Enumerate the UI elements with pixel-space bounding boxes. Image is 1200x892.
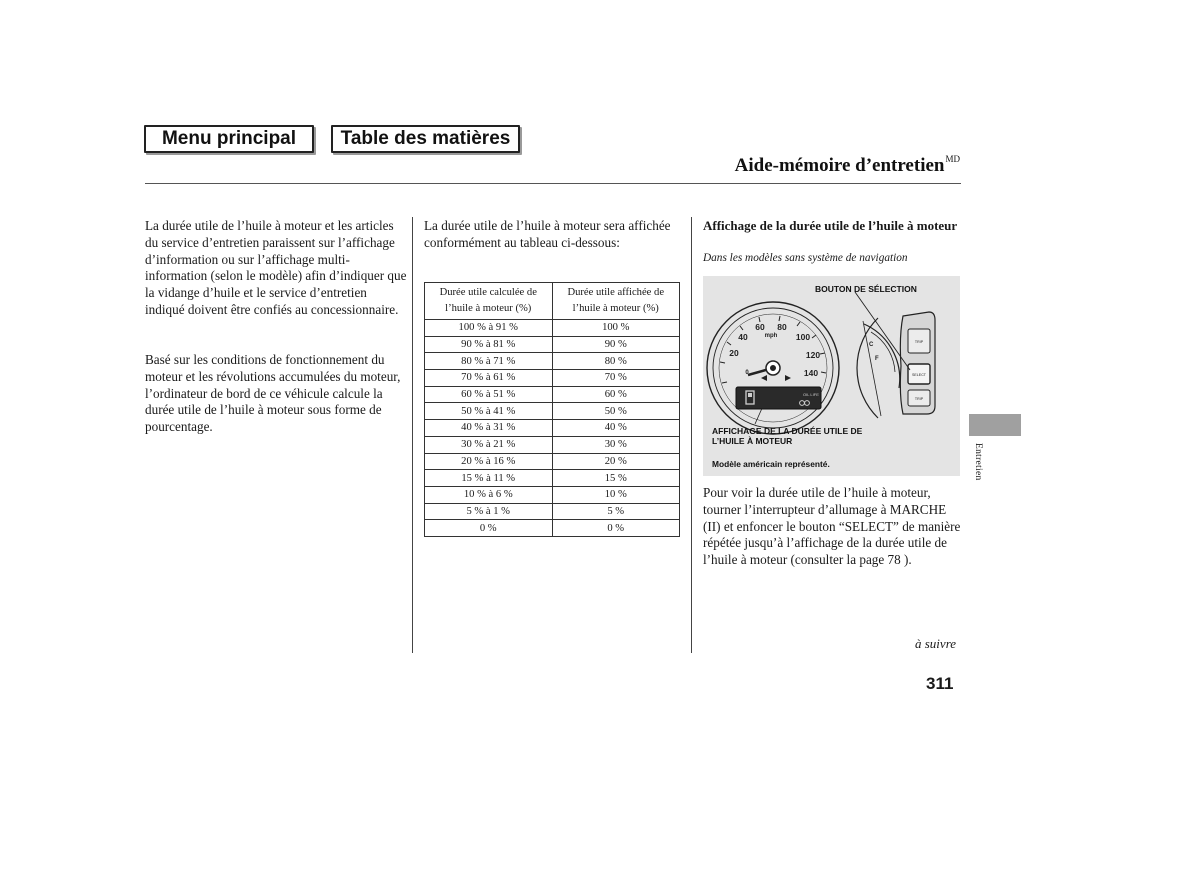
- select-button-callout: BOUTON DE SÉLECTION: [815, 284, 917, 294]
- table-row: [425, 470, 680, 487]
- continued-label: à suivre: [915, 636, 957, 651]
- table-row: [425, 353, 680, 370]
- page-number: 311: [926, 674, 954, 693]
- instructions-paragraph: Pour voir la durée utile de l’huile à moteur, tourner l’interrupteur d’allumage à MARCHE (II) et enfoncer le bouton “SELECT” de manière répétée jusqu’à l’affichage de la durée utile de l’huile à moteur (consulter la page 78 ).: [703, 485, 961, 568]
- column-divider-2: [691, 217, 692, 653]
- table-row: [425, 320, 680, 337]
- calculated-range-cell: 100 % à 91 %: [425, 320, 553, 337]
- table-row: [425, 520, 680, 537]
- calculated-range-cell: 5 % à 1 %: [425, 503, 553, 520]
- displayed-value-cell: 70 %: [552, 370, 680, 387]
- instrument-panel-illustration: [703, 276, 960, 476]
- table-row: [425, 336, 680, 353]
- column-header-displayed: Durée utile affichée de l’huile à moteur (%): [552, 283, 680, 320]
- displayed-value-cell: 10 %: [552, 486, 680, 503]
- section-heading: Affichage de la durée utile de l’huile à moteur: [703, 218, 958, 233]
- main-menu-button[interactable]: Menu principal: [144, 125, 314, 153]
- trip-button-label: TRIP: [914, 340, 924, 344]
- calculated-range-cell: 15 % à 11 %: [425, 470, 553, 487]
- table-row: [425, 403, 680, 420]
- section-tab[interactable]: [969, 414, 1021, 436]
- displayed-value-cell: 50 %: [552, 403, 680, 420]
- speedo-tick-label: 140: [803, 368, 819, 378]
- calculated-range-cell: 60 % à 51 %: [425, 386, 553, 403]
- speedo-tick-label: 40: [738, 332, 748, 342]
- calculated-range-cell: 70 % à 61 %: [425, 370, 553, 387]
- header-divider: [145, 183, 961, 184]
- column-divider-1: [412, 217, 413, 653]
- instrument-panel-figure: [703, 276, 960, 476]
- table-row: [425, 370, 680, 387]
- table-intro-paragraph: La durée utile de l’huile à moteur sera affichée conformément au tableau ci-dessous:: [424, 218, 671, 250]
- select-button-label: SELECT: [912, 373, 926, 377]
- table-row: [425, 503, 680, 520]
- displayed-value-cell: 0 %: [552, 520, 680, 537]
- calculated-range-cell: 90 % à 81 %: [425, 336, 553, 353]
- table-header-row: [425, 283, 680, 320]
- speedo-unit-label: mph: [764, 333, 778, 339]
- displayed-value-cell: 100 %: [552, 320, 680, 337]
- displayed-value-cell: 80 %: [552, 353, 680, 370]
- page-title: [735, 154, 960, 177]
- speedo-tick-label: 60: [755, 322, 765, 332]
- calculated-range-cell: 40 % à 31 %: [425, 420, 553, 437]
- page-title-text: Aide-mémoire d’entretien: [734, 155, 945, 176]
- intro-paragraph: La durée utile de l’huile à moteur et les articles du service d’entretien paraissent sur l’affichage d’information ou sur l’affichage multi-information (selon le modèle) afin d’indiquer que la vidange d’huile et le service d’entretien indiqué doivent être confiés au concessionnaire.: [145, 218, 407, 317]
- table-of-contents-button[interactable]: Table des matières: [331, 125, 520, 153]
- calculated-range-cell: 50 % à 41 %: [425, 403, 553, 420]
- calculated-range-cell: 80 % à 71 %: [425, 353, 553, 370]
- calculated-range-cell: 0 %: [425, 520, 553, 537]
- trip-reset-button-label: TRIP: [914, 397, 924, 401]
- fuel-full-label: F: [875, 356, 879, 362]
- section-tab-label: Entretien: [973, 443, 983, 481]
- speedo-tick-label: 80: [777, 322, 787, 332]
- table-row: [425, 420, 680, 437]
- table-body: [425, 320, 680, 537]
- displayed-value-cell: 90 %: [552, 336, 680, 353]
- calculated-range-cell: 30 % à 21 %: [425, 436, 553, 453]
- calculated-range-cell: 10 % à 6 %: [425, 486, 553, 503]
- column-header-calculated: Durée utile calculée de l’huile à moteur (%): [425, 283, 553, 320]
- temperature-cold-label: C: [869, 342, 874, 348]
- speedo-tick-label: 100: [795, 332, 811, 342]
- svg-text:OIL LIFE: OIL LIFE: [803, 392, 819, 397]
- model-caption: Modèle américain représenté.: [712, 459, 830, 469]
- displayed-value-cell: 20 %: [552, 453, 680, 470]
- oil-life-display-callout: AFFICHAGE DE LA DURÉE UTILE DE L’HUILE À MOTEUR: [712, 426, 863, 446]
- table-row: [425, 453, 680, 470]
- displayed-value-cell: 40 %: [552, 420, 680, 437]
- displayed-value-cell: 5 %: [552, 503, 680, 520]
- calculation-paragraph: Basé sur les conditions de fonctionnement du moteur et les révolutions accumulées du moteur, l’ordinateur de bord de ce véhicule calcule la durée utile de l’huile à moteur sous forme de pourcentage.: [145, 352, 401, 435]
- displayed-value-cell: 30 %: [552, 436, 680, 453]
- displayed-value-cell: 60 %: [552, 386, 680, 403]
- table-row: [425, 486, 680, 503]
- oil-life-table: [424, 282, 680, 537]
- calculated-range-cell: 20 % à 16 %: [425, 453, 553, 470]
- trademark-superscript: MD: [945, 154, 960, 164]
- speedo-tick-label: 0: [745, 370, 749, 376]
- table-row: [425, 386, 680, 403]
- speedo-tick-label: 20: [729, 348, 739, 358]
- speedo-tick-label: 120: [805, 350, 821, 360]
- section-subheading: Dans les modèles sans système de navigation: [703, 252, 908, 264]
- table-row: [425, 436, 680, 453]
- displayed-value-cell: 15 %: [552, 470, 680, 487]
